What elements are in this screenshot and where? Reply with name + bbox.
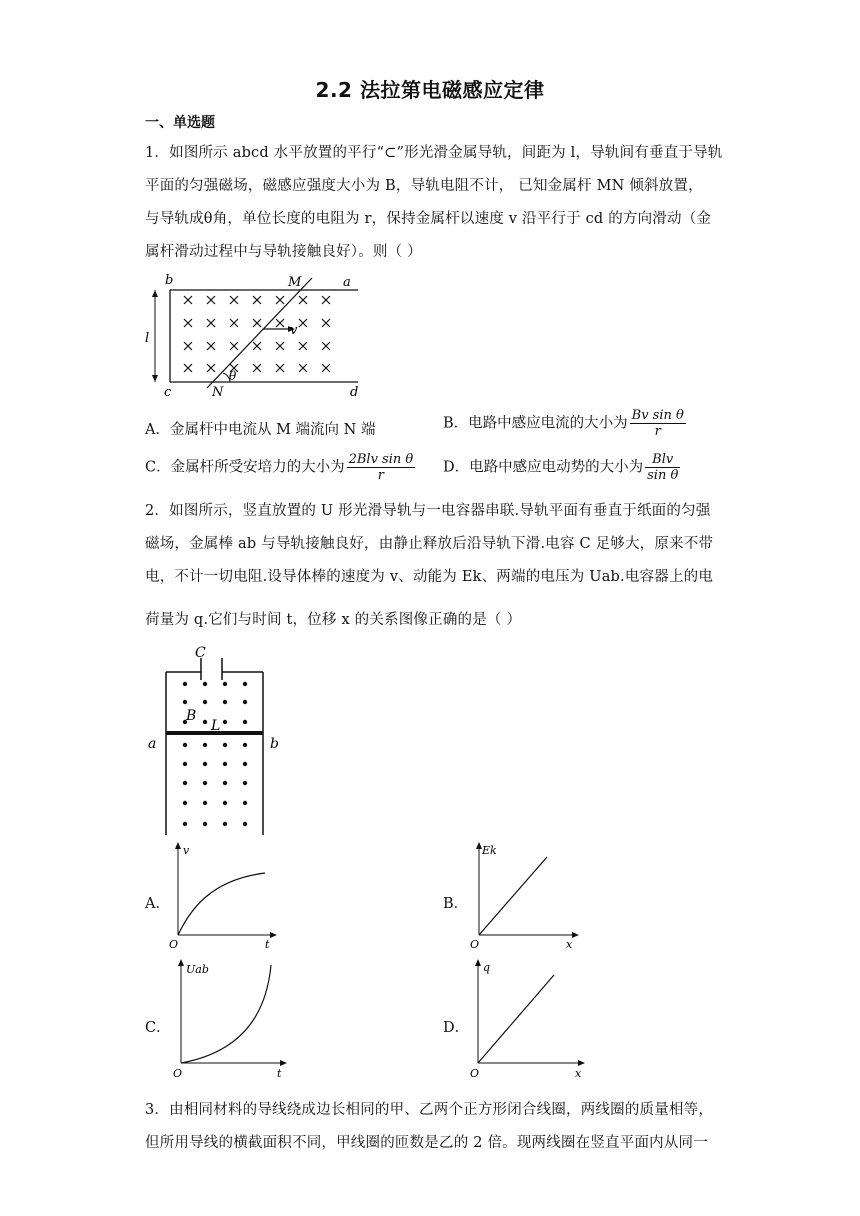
q2-line-3: 电，不计一切电阻.设导体棒的速度为 v、动能为 Ek、两端的电压为 Uab.电容器上的电 (145, 569, 714, 585)
q3-line-2: 但所用导线的横截面积不同，甲线圈的匝数是乙的 2 倍。现两线圈在竖直平面内从同一 (145, 1135, 708, 1151)
field-dot (223, 700, 227, 704)
q1-label-a: a (343, 275, 351, 290)
field-cross (299, 296, 307, 304)
field-dot (243, 762, 247, 766)
field-dot (183, 762, 187, 766)
q1-line-4: 属杆滑动过程中与导轨接触良好）。则（ ） (145, 244, 422, 260)
field-cross (253, 342, 261, 350)
svg-text:q: q (483, 961, 491, 974)
q1-label-c: c (164, 385, 172, 400)
q1-line-3: 与导轨成θ角，单位长度的电阻为 r，保持金属杆以速度 v 沿平行于 cd 的方向滑动（金 (145, 211, 712, 227)
q1-label-d: d (350, 385, 359, 400)
q1-option-d-numerator: Blv (645, 452, 680, 468)
field-cross (207, 319, 215, 327)
field-dot (223, 762, 227, 766)
q2-option-d-graph (468, 955, 593, 1085)
field-cross (276, 319, 284, 327)
q1-line-2: 平面的匀强磁场，磁感应强度大小为 B，导轨电阻不计， 已知金属杆 MN 倾斜放置， (145, 178, 703, 194)
field-dot (203, 822, 207, 826)
q1-option-b-numerator: Bv sin θ (631, 408, 684, 423)
svg-text:O: O (173, 1067, 183, 1080)
field-dot (243, 720, 247, 724)
field-cross (184, 296, 192, 304)
field-cross (299, 342, 307, 350)
q1-option-b-denominator: r (654, 424, 661, 439)
q1-option-c-denominator: r (377, 468, 385, 483)
svg-text:v: v (183, 844, 190, 857)
field-cross (276, 364, 284, 372)
q1-option-a: A．金属杆中电流从 M 端流向 N 端 (145, 422, 376, 438)
field-dot (243, 781, 247, 785)
field-cross (230, 342, 238, 350)
field-cross (184, 342, 192, 350)
field-cross (207, 342, 215, 350)
field-dot (223, 801, 227, 805)
q2-label-L: L (211, 718, 221, 734)
q2-label-a: a (148, 736, 157, 752)
field-cross (230, 319, 238, 327)
svg-text:x: x (575, 1067, 582, 1080)
q2-option-b-label: B． (443, 896, 469, 912)
page-title: 2.2 法拉第电磁感应定律 (315, 78, 545, 102)
field-dot (243, 743, 247, 747)
q1-label-M: M (288, 275, 302, 290)
q2-label-b: b (270, 736, 279, 752)
field-dot (183, 700, 187, 704)
field-cross (230, 296, 238, 304)
field-dot (203, 682, 207, 686)
field-dot (203, 700, 207, 704)
field-cross (253, 319, 261, 327)
field-cross (322, 342, 330, 350)
q1-option-b: B．电路中感应电流的大小为 $\frac{\text{Bv sin θ}}{r}$ (443, 408, 684, 439)
field-dot (223, 743, 227, 747)
field-cross (253, 296, 261, 304)
field-dot (243, 682, 247, 686)
q1-line-1: 1．如图所示 abcd 水平放置的平行“⊂”形光滑金属导轨，间距为 l，导轨间有垂直于导轨 (145, 145, 723, 161)
q2-line-2: 磁场，金属棒 ab 与导轨接触良好，由静止释放后沿导轨下滑.电容 C 足够大，原来不带 (145, 536, 714, 552)
field-cross (207, 296, 215, 304)
q1-option-d: D．电路中感应电动势的大小为 $\frac{\text{Blv}}{\text{sin θ}}$ (443, 452, 679, 483)
q2-u-rail-figure (140, 640, 290, 840)
field-dot (203, 781, 207, 785)
q1-option-c: C．金属杆所受安培力的大小为 $\frac{\text{2Blv sin θ}}{r}$ (145, 452, 414, 483)
q1-rail-figure (140, 270, 370, 400)
q1-label-N: N (212, 385, 224, 400)
field-dot (223, 720, 227, 724)
field-cross (299, 319, 307, 327)
q1-label-b: b (165, 273, 174, 288)
q2-option-a-graph (165, 840, 285, 955)
q2-option-c-label: C． (145, 1020, 171, 1036)
q1-label-l: l (145, 331, 150, 346)
field-dot (243, 801, 247, 805)
svg-text:t: t (265, 938, 270, 951)
field-dot (203, 801, 207, 805)
q2-label-C: C (195, 645, 206, 661)
field-cross (276, 342, 284, 350)
q2-line-1: 2．如图所示，竖直放置的 U 形光滑导轨与一电容器串联.导轨平面有垂直于纸面的匀强 (145, 503, 711, 519)
field-cross (322, 319, 330, 327)
field-cross (322, 364, 330, 372)
q1-option-d-denominator: sin θ (647, 468, 679, 483)
field-cross (276, 296, 284, 304)
field-dot (183, 781, 187, 785)
field-dot (183, 801, 187, 805)
field-dot (243, 822, 247, 826)
q1-option-c-numerator: 2Blv sin θ (348, 452, 414, 467)
field-dot (203, 743, 207, 747)
field-cross (184, 319, 192, 327)
svg-text:O: O (470, 938, 480, 951)
q3-line-1: 3．由相同材料的导线绕成边长相同的甲、乙两个正方形闭合线圈，两线圈的质量相等， (145, 1102, 714, 1118)
section-heading: 一、单选题 (145, 115, 215, 131)
q2-option-c-graph (170, 955, 295, 1085)
field-dot (183, 743, 187, 747)
svg-text:Uab: Uab (186, 963, 209, 976)
q2-option-d-label: D． (443, 1020, 470, 1036)
svg-text:t: t (277, 1067, 282, 1080)
field-dot (243, 700, 247, 704)
svg-text:x: x (566, 938, 573, 951)
field-dot (203, 720, 207, 724)
field-cross (253, 364, 261, 372)
q2-option-b-graph (467, 840, 587, 955)
q2-option-a-label: A． (145, 896, 170, 912)
svg-text:O: O (169, 938, 179, 951)
q2-line-4: 荷量为 q.它们与时间 t，位移 x 的关系图像正确的是（ ） (145, 612, 522, 628)
field-cross (299, 364, 307, 372)
field-dot (203, 762, 207, 766)
field-dot (183, 822, 187, 826)
field-dot (183, 682, 187, 686)
field-cross (184, 364, 192, 372)
svg-text:Ek: Ek (482, 844, 497, 857)
field-dot (223, 682, 227, 686)
svg-text:O: O (470, 1067, 480, 1080)
field-cross (322, 296, 330, 304)
q2-label-B: B (186, 708, 197, 724)
field-cross (207, 364, 215, 372)
field-dot (223, 822, 227, 826)
q1-label-v: v (290, 323, 298, 338)
field-dot (223, 781, 227, 785)
q1-label-theta: θ (229, 369, 237, 383)
